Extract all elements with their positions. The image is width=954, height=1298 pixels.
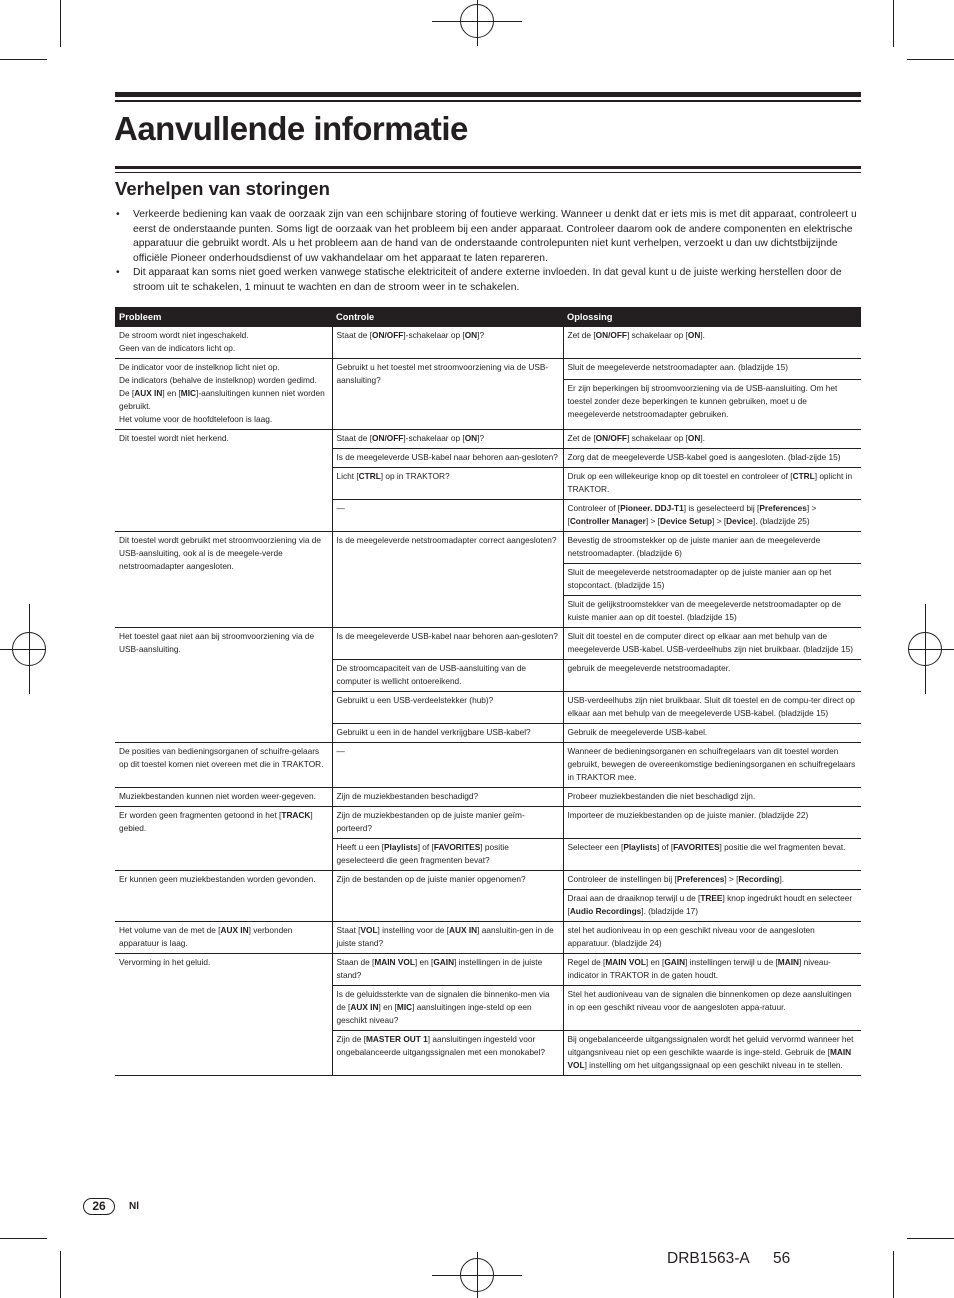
title-rule-thin	[115, 100, 861, 102]
solution-cell: stel het audioniveau in op een geschikt niveau voor de aangesloten apparatuur. (bladzijde 24)	[563, 922, 861, 954]
header-controle: Controle	[332, 307, 563, 327]
page-number-badge: 26	[83, 1198, 115, 1215]
check-cell: Is de geluidssterkte van de signalen die binnenko-men via de [AUX IN] en [MIC] aansluitingen inge-steld op een geschikt niveau?	[332, 986, 563, 1031]
table-row	[115, 954, 861, 986]
section-rule-thin	[115, 172, 861, 173]
problem-cell: Muziekbestanden kunnen niet worden weer-gegeven.	[115, 788, 332, 807]
troubleshooting-table	[115, 307, 861, 1076]
check-cell: Gebruikt u een USB-verdeelstekker (hub)?	[332, 692, 563, 724]
check-cell: Zijn de bestanden op de juiste manier opgenomen?	[332, 871, 563, 922]
intro-bullet: • Verkeerde bediening kan vaak de oorzaak zijn van een schijnbare storing of foutieve werking. Wanneer u denkt dat er iets mis is met dit apparaat, controleert u eerst de onderstaande punten. Soms ligt de oorzaak van het probleem bij een ander apparaat. Controleer daarom ook de andere componenten en elektrische apparatuur die gebruikt wordt. Als u het probleem aan de hand van de onderstaande controlepunten niet kunt verhelpen, verzoekt u dan uw dichtstbijzijnde officiële Pioneer onderhoudsdienst of uw vakhandelaar om het apparaat te laten repareren.	[115, 208, 861, 266]
check-cell: Staat de [ON/OFF]-schakelaar op [ON]?	[332, 327, 563, 359]
solution-cell: Regel de [MAIN VOL] en [GAIN] instellingen terwijl u de [MAIN] niveau-indicator in TRAKTOR in de gaten houdt.	[563, 954, 861, 986]
check-cell: Staat [VOL] instelling voor de [AUX IN] aansluitin-gen in de juiste stand?	[332, 922, 563, 954]
table-row	[115, 871, 861, 890]
solution-cell: Druk op een willekeurige knop op dit toestel en controleer of [CTRL] oplicht in TRAKTOR.	[563, 468, 861, 500]
table-row	[115, 430, 861, 449]
solution-cell: Zet de [ON/OFF] schakelaar op [ON].	[563, 430, 861, 449]
solution-cell: Controleer of [Pioneer. DDJ-T1] is geselecteerd bij [Preferences] > [Controller Manager] > [Device Setup] > [Device]. (bladzijde 25)	[563, 500, 861, 532]
table-row	[115, 532, 861, 564]
document-page-number: 56	[773, 1250, 791, 1267]
solution-cell: Wanneer de bedieningsorganen en schuifregelaars van dit toestel worden gebruikt, bewegen de overeenkomstige bedieningsorganen en schuifregelaars in TRAKTOR mee.	[563, 743, 861, 788]
section-title: Verhelpen van storingen	[115, 178, 330, 199]
solution-cell: Importeer de muziekbestanden op de juiste manier. (bladzijde 22)	[563, 807, 861, 839]
solution-cell: Sluit de meegeleverde netstroomadapter aan. (bladzijde 15)	[563, 359, 861, 380]
solution-cell: Stel het audioniveau van de signalen die binnenkomen op deze aansluitingen in op een geschikt niveau voor de aangesloten appa-ratuur.	[563, 986, 861, 1031]
solution-cell: Selecteer een [Playlists] of [FAVORITES] positie die wel fragmenten bevat.	[563, 839, 861, 871]
check-cell: Is de meegeleverde netstroomadapter correct aangesloten?	[332, 532, 563, 628]
solution-cell: Controleer de instellingen bij [Preferences] > [Recording].	[563, 871, 861, 890]
solution-cell: Gebruik de meegeleverde USB-kabel.	[563, 724, 861, 743]
problem-cell: Dit toestel wordt gebruikt met stroomvoorziening via de USB-aansluiting, ook al is de meegele-verde netstroomadapter aangesloten.	[115, 532, 332, 628]
title-rule	[115, 92, 861, 97]
check-cell: De stroomcapaciteit van de USB-aansluiting van de computer is wellicht ontoereikend.	[332, 660, 563, 692]
problem-cell: De posities van bedieningsorganen of schuifre-gelaars op dit toestel komen niet overeen met die in TRAKTOR.	[115, 743, 332, 788]
check-cell: Is de meegeleverde USB-kabel naar behoren aan-gesloten?	[332, 449, 563, 468]
check-cell: Gebruikt u een in de handel verkrijgbare USB-kabel?	[332, 724, 563, 743]
check-cell: Zijn de [MASTER OUT 1] aansluitingen ingesteld voor ongebalanceerde uitgangssignalen met een monokabel?	[332, 1031, 563, 1076]
page-title: Aanvullende informatie	[114, 110, 468, 147]
solution-cell: Bevestig de stroomstekker op de juiste manier aan de meegeleverde netstroomadapter. (bladzijde 6)	[563, 532, 861, 564]
language-label: Nl	[129, 1201, 139, 1212]
solution-cell: Zet de [ON/OFF] schakelaar op [ON].	[563, 327, 861, 359]
table-header-row	[115, 307, 861, 327]
table-row	[115, 743, 861, 788]
table-row	[115, 807, 861, 839]
solution-cell: Draai aan de draaiknop terwijl u de [TREE] knop ingedrukt houdt en selecteer [Audio Recordings]. (bladzijde 17)	[563, 890, 861, 922]
check-cell: —	[332, 743, 563, 788]
solution-cell: Zorg dat de meegeleverde USB-kabel goed is aangesloten. (blad-zijde 15)	[563, 449, 861, 468]
check-cell: Staan de [MAIN VOL] en [GAIN] instellingen in de juiste stand?	[332, 954, 563, 986]
solution-cell: Er zijn beperkingen bij stroomvoorziening via de USB-aansluiting. Om het toestel zonder deze beperkingen te kunnen gebruiken, moet u de meegeleverde netstroomadapter gebruiken.	[563, 380, 861, 430]
check-cell: Zijn de muziekbestanden beschadigd?	[332, 788, 563, 807]
problem-cell: De stroom wordt niet ingeschakeld. Geen van de indicators licht op.	[115, 327, 332, 359]
solution-cell: Sluit de gelijkstroomstekker van de meegeleverde netstroomadapter op de kuiste manier aan op dit toestel. (bladzijde 15)	[563, 596, 861, 628]
solution-cell: Sluit de meegeleverde netstroomadapter op de juiste manier aan op het stopcontact. (bladzijde 15)	[563, 564, 861, 596]
check-cell: Is de meegeleverde USB-kabel naar behoren aan-gesloten?	[332, 628, 563, 660]
check-cell: Staat de [ON/OFF]-schakelaar op [ON]?	[332, 430, 563, 449]
header-oplossing: Oplossing	[563, 307, 861, 327]
check-cell: —	[332, 500, 563, 532]
section-rule	[115, 166, 861, 169]
problem-cell: Het toestel gaat niet aan bij stroomvoorziening via de USB-aansluiting.	[115, 628, 332, 743]
check-cell: Licht [CTRL] op in TRAKTOR?	[332, 468, 563, 500]
intro-list	[115, 208, 861, 296]
table-row	[115, 922, 861, 954]
problem-cell: Dit toestel wordt niet herkend.	[115, 430, 332, 532]
problem-cell: Er worden geen fragmenten getoond in het [TRACK] gebied.	[115, 807, 332, 871]
table-row	[115, 359, 861, 380]
table-row	[115, 628, 861, 660]
solution-cell: Bij ongebalanceerde uitgangssignalen wordt het geluid vervormd wanneer het uitgangsniveau niet op een geschikte waarde is inge-steld. Gebruik de [MAIN VOL] instelling om het uitgangssignaal op een geschikt niveau in te stellen.	[563, 1031, 861, 1076]
solution-cell: Sluit dit toestel en de computer direct op elkaar aan met behulp van de meegeleverde USB-kabel. USB-verdeelhubs zijn niet bruikbaar. (bladzijde 15)	[563, 628, 861, 660]
problem-cell: Het volume van de met de [AUX IN] verbonden apparatuur is laag.	[115, 922, 332, 954]
header-probleem: Probleem	[115, 307, 332, 327]
document-code: DRB1563-A	[667, 1250, 750, 1267]
check-cell: Heeft u een [Playlists] of [FAVORITES] positie geselecteerd die geen fragmenten bevat?	[332, 839, 563, 871]
solution-cell: Probeer muziekbestanden die niet beschadigd zijn.	[563, 788, 861, 807]
problem-cell: Vervorming in het geluid.	[115, 954, 332, 1076]
table-row	[115, 788, 861, 807]
solution-cell: gebruik de meegeleverde netstroomadapter.	[563, 660, 861, 692]
check-cell: Gebruikt u het toestel met stroomvoorziening via de USB-aansluiting?	[332, 359, 563, 430]
intro-bullet: • Dit apparaat kan soms niet goed werken vanwege statische elektriciteit of andere externe invloeden. In dat geval kunt u de juiste werking herstellen door de stroom uit te schakelen, 1 minuut te wachten en dan de stroom weer in te schakelen.	[115, 266, 861, 295]
solution-cell: USB-verdeelhubs zijn niet bruikbaar. Sluit dit toestel en de compu-ter direct op elkaar aan met behulp van de meegeleverde USB-kabel. (bladzijde 15)	[563, 692, 861, 724]
table-row	[115, 327, 861, 359]
problem-cell: De indicator voor de instelknop licht niet op. De indicators (behalve de instelknop) worden gedimd. De [AUX IN] en [MIC]-aansluitingen kunnen niet worden gebruikt. Het volume voor de hoofdtelefoon is laag.	[115, 359, 332, 430]
problem-cell: Er kunnen geen muziekbestanden worden gevonden.	[115, 871, 332, 922]
check-cell: Zijn de muziekbestanden op de juiste manier geïm-porteerd?	[332, 807, 563, 839]
